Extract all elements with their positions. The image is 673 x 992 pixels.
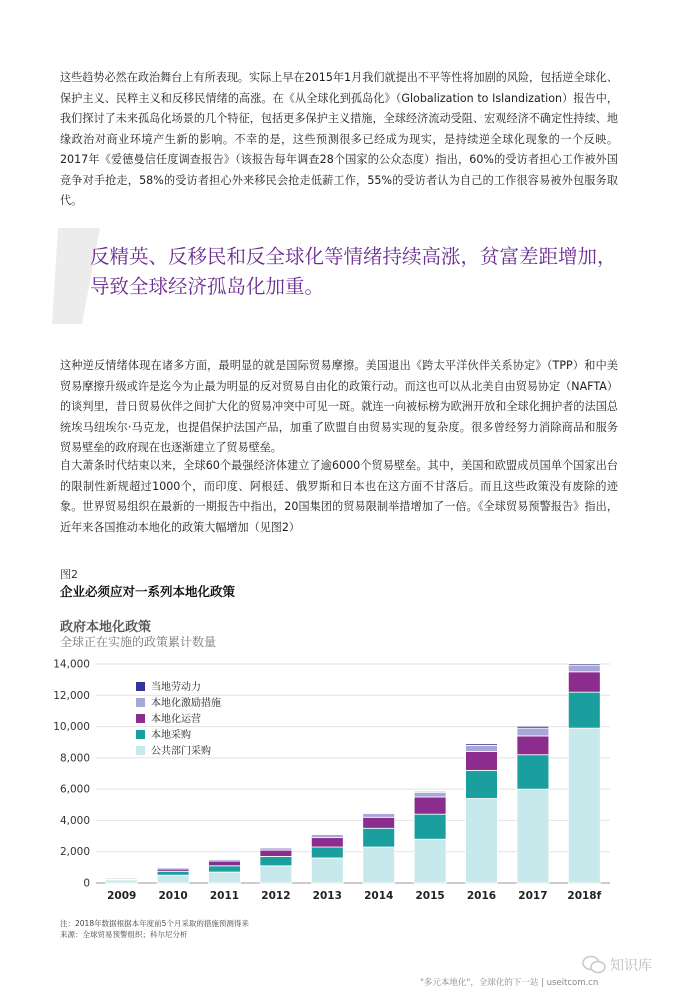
bar-segment [311, 847, 343, 858]
bar-segment [466, 744, 498, 746]
bar-segment [517, 736, 549, 755]
legend-label: 本地化运营 [151, 714, 201, 725]
y-tick-label: 2,000 [59, 846, 90, 859]
bar-segment [260, 856, 292, 865]
bar-segment [311, 838, 343, 847]
pull-quote-text: 反精英、反移民和反全球化等情绪持续高涨，贫富差距增加，导致全球经济孤岛化加重。 [90, 245, 617, 298]
bar-segment [414, 792, 446, 797]
x-tick-label: 2012 [261, 890, 291, 902]
x-tick-label: 2016 [466, 890, 497, 902]
legend-swatch [136, 682, 145, 691]
legend-swatch [136, 746, 145, 755]
bar-segment [517, 755, 549, 789]
bar-segment [414, 814, 446, 839]
y-tick-label: 6,000 [59, 783, 90, 796]
bar-segment [260, 866, 292, 883]
bar-segment [568, 672, 600, 692]
bar-segment [363, 813, 395, 814]
stacked-bar-chart [50, 650, 620, 910]
page-footer: "多元本地化"，全球化的下一站 | useitcom.cn [420, 978, 599, 988]
bar-segment [517, 728, 549, 736]
x-tick-label: 2013 [312, 890, 342, 902]
bar-segment [363, 817, 395, 828]
y-tick-label: 14,000 [53, 658, 90, 671]
bar-segment [311, 858, 343, 883]
bar-segment [106, 880, 138, 883]
bar-segment [157, 875, 189, 883]
legend-label: 本地化激励措施 [151, 698, 221, 709]
bar-segment [414, 797, 446, 814]
x-tick-label: 2014 [364, 890, 394, 902]
legend-swatch [136, 714, 145, 723]
bar-segment [466, 745, 498, 751]
bar-segment [466, 770, 498, 798]
paragraph-trade-friction: 这种逆反情绪体现在诸多方面，最明显的就是国际贸易摩擦。美国退出《跨太平洋伙伴关系协定》（TPP）和中美贸易摩擦升级或许是迄今为止最为明显的反对贸易自由化的政策行动。而这也可以从北美自由贸易协定（NAFTA）的谈判里，昔日贸易伙伴之间扩大化的贸易冲突中可见一斑。就连一向被标榜为欧洲开放和全球化拥护者的法国总统埃马纽埃尔·马克龙，也提倡保护法国产品，加重了欧盟自由贸易实现的复杂度。很多曾经努力消除商品和服务贸易壁垒的政府现在也逐渐建立了贸易壁垒。 [60, 359, 618, 454]
figure-source: 来源：全球贸易预警组织；科尔尼分析 [60, 930, 188, 939]
bar-segment [414, 839, 446, 883]
bar-segment [260, 847, 292, 848]
legend-swatch [136, 698, 145, 707]
watermark-logo [582, 954, 670, 976]
bar-segment [260, 850, 292, 856]
chat-bubble-icon [582, 955, 606, 975]
bar-segment [363, 828, 395, 847]
legend-label: 公共部门采购 [151, 746, 211, 757]
bar-segment [209, 866, 241, 872]
x-tick-label: 2010 [158, 890, 188, 902]
x-tick-label: 2018f [567, 890, 602, 902]
bar-segment [466, 799, 498, 883]
bar-segment [209, 861, 241, 866]
bar-segment [311, 834, 343, 835]
y-tick-label: 0 [83, 877, 90, 890]
y-tick-label: 4,000 [59, 814, 90, 827]
bar-segment [157, 871, 189, 875]
x-tick-label: 2017 [518, 890, 548, 902]
bar-segment [363, 813, 395, 817]
bar-segment [517, 726, 549, 728]
x-tick-label: 2015 [415, 890, 445, 902]
bar-segment [466, 752, 498, 771]
chart-title: 政府本地化政策 [60, 620, 152, 635]
bar-segment [568, 666, 600, 672]
legend-label: 当地劳动力 [151, 682, 201, 693]
legend-swatch [136, 730, 145, 739]
x-tick-label: 2011 [209, 890, 240, 902]
y-tick-label: 8,000 [59, 752, 90, 765]
bar-segment [517, 789, 549, 883]
pull-quote [52, 228, 632, 324]
bar-segment [568, 728, 600, 883]
legend-label: 本地采购 [151, 730, 191, 741]
figure-note: 注：2018年数据根据本年度前5个月采取的措施预测得来 [60, 919, 249, 928]
paragraph-intro: 这些趋势必然在政治舞台上有所表现。实际上早在2015年1月我们就提出不平等性将加剧的风险，包括逆全球化、保护主义、民粹主义和反移民情绪的高涨。在《从全球化到孤岛化》（Globalization to Islandization）报告中，我们探讨了未来孤岛化场景的几个特征，包括更多保护主义措施，全球经济流动受阻、宏观经济不确定性持续、地缘政治对商业环境产生新的影响。不幸的是，这些预测很多已经成为现实，是持续逆全球化现象的一个反映。2017年《爱德曼信任度调查报告》（该报告每年调查28个国家的公众态度）指出，60%的受访者担心工作被外国竞争对手抢走，58%的受访者担心外来移民会抢走低薪工作，55%的受访者认为自己的工作很容易被外包服务取代。 [60, 71, 618, 207]
bar-segment [209, 872, 241, 883]
figure-title: 企业必须应对一系列本地化政策 [60, 584, 236, 599]
chart-subtitle: 全球正在实施的政策累计数量 [60, 635, 217, 649]
y-tick-label: 10,000 [53, 721, 90, 734]
bar-segment [568, 664, 600, 666]
bar-segment [363, 847, 395, 883]
figure-label: 图2 [60, 568, 78, 581]
paragraph-trade-barriers: 自大萧条时代结束以来，全球60个最强经济体建立了逾6000个贸易壁垒。其中，美国和欧盟成员国单个国家出台的限制性新规超过1000个，而印度、阿根廷、俄罗斯和日本也在这方面不甘落后。而且这些政策没有废除的迹象。世界贸易组织在最新的一期报告中指出，20国集团的贸易限制举措增加了一倍。《全球贸易预警报告》指出，近年来各国推动本地化的政策大幅增加（见图2） [60, 459, 618, 534]
bar-segment [311, 835, 343, 838]
y-tick-label: 12,000 [53, 689, 90, 702]
bar-segment [568, 692, 600, 728]
x-tick-label: 2009 [107, 890, 137, 902]
bar-segment [414, 791, 446, 792]
watermark-logo-text: 知识库 [610, 958, 652, 974]
